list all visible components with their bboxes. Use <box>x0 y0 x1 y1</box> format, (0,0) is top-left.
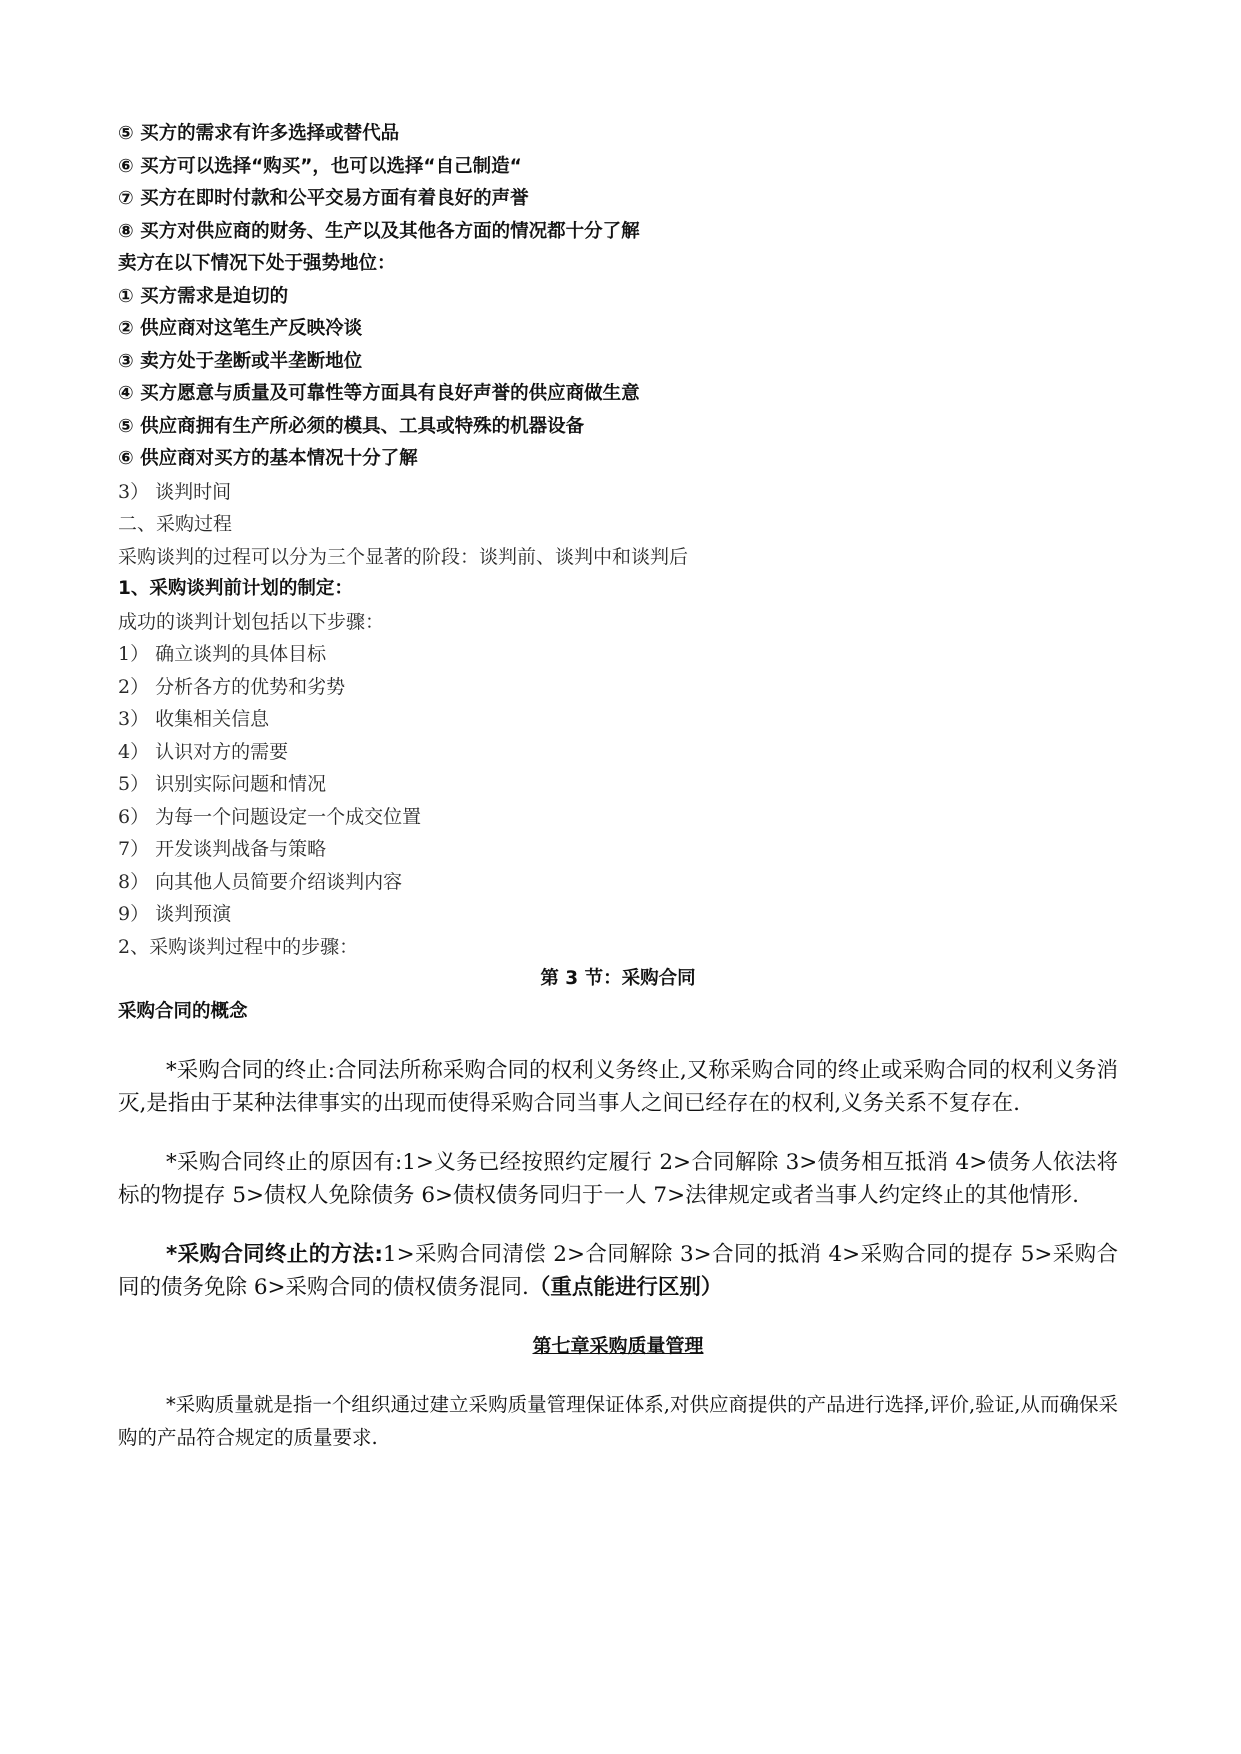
reasons-paragraph: *采购合同终止的原因有:1>义务已经按照约定履行 2>合同解除 3>债务相互抵消 4>债务人依法将标的物提存 5>债权人免除债务 6>债权债务同归于一人 7>法律规定或者当事人约定终止的其他情形. <box>118 1150 1118 1208</box>
list-item: 2） 分析各方的优势和劣势 <box>118 675 346 698</box>
procurement-process-heading: 二、采购过程 <box>118 513 233 535</box>
plan-intro: 成功的谈判计划包括以下步骤： <box>118 610 385 633</box>
list-item: ⑦ 买方在即时付款和公平交易方面有着良好的声誉 <box>118 188 529 209</box>
list-item: ③ 卖方处于垄断或半垄断地位 <box>118 350 363 372</box>
section-title: 第 3 节：采购合同 <box>540 968 696 989</box>
methods-lead: *采购合同终止的方法: <box>166 1242 383 1267</box>
termination-paragraph: *采购合同的终止:合同法所称采购合同的权利义务终止,又称采购合同的终止或采购合同的权利义务消灭,是指由于某种法律事实的出现而使得采购合同当事人之间已经存在的权利,义务关系不复存在. <box>118 1058 1118 1116</box>
list-item: ⑥ 供应商对买方的基本情况十分了解 <box>118 448 418 469</box>
plan-heading: 1、采购谈判前计划的制定： <box>118 578 353 599</box>
methods-note: （重点能进行区别） <box>528 1275 723 1300</box>
list-item: 4） 认识对方的需要 <box>118 740 289 763</box>
seller-heading: 卖方在以下情况下处于强势地位： <box>118 253 396 274</box>
plan-steps-list <box>118 638 1118 931</box>
list-item: ⑤ 供应商拥有生产所必须的模具、工具或特殊的机器设备 <box>118 415 585 437</box>
list-item: 3） 收集相关信息 <box>118 708 270 730</box>
quality-paragraph: *采购质量就是指一个组织通过建立采购质量管理保证体系,对供应商提供的产品进行选择,评价,验证,从而确保采购的产品符合规定的质量要求. <box>118 1393 1118 1449</box>
negotiation-time: 3） 谈判时间 <box>118 480 232 503</box>
during-heading: 2、采购谈判过程中的步骤： <box>118 935 359 958</box>
chapter-title: 第七章采购质量管理 <box>532 1335 704 1357</box>
list-item: 1） 确立谈判的具体目标 <box>118 643 327 665</box>
list-item: ⑧ 买方对供应商的财务、生产以及其他各方面的情况都十分了解 <box>118 220 640 242</box>
methods-paragraph <box>118 1238 1118 1304</box>
page-content <box>118 118 1118 1454</box>
seller-advantages-list <box>118 281 1118 476</box>
list-item: ② 供应商对这笔生产反映冷谈 <box>118 318 363 339</box>
list-item: ① 买方需求是迫切的 <box>118 285 289 307</box>
list-item: ⑥ 买方可以选择“购买”，也可以选择“自己制造“ <box>118 155 522 177</box>
list-item: 5） 识别实际问题和情况 <box>118 773 327 795</box>
list-item: 6） 为每一个问题设定一个成交位置 <box>118 805 422 828</box>
list-item: ⑤ 买方的需求有许多选择或替代品 <box>118 123 400 144</box>
process-intro: 采购谈判的过程可以分为三个显著的阶段：谈判前、谈判中和谈判后 <box>118 545 689 568</box>
list-item: 8） 向其他人员简要介绍谈判内容 <box>118 870 403 893</box>
list-item: 7） 开发谈判战备与策略 <box>118 838 327 860</box>
concept-heading: 采购合同的概念 <box>118 1000 248 1022</box>
list-item: 9） 谈判预演 <box>118 903 232 925</box>
buyer-advantages-list <box>118 118 1118 248</box>
methods-body: 1>采购合同清偿 2>合同解除 3>合同的抵消 4>采购合同的提存 5>采购合同的债务免除 6>采购合同的债权债务混同. <box>118 1242 1119 1300</box>
list-item: ④ 买方愿意与质量及可靠性等方面具有良好声誉的供应商做生意 <box>118 383 640 404</box>
